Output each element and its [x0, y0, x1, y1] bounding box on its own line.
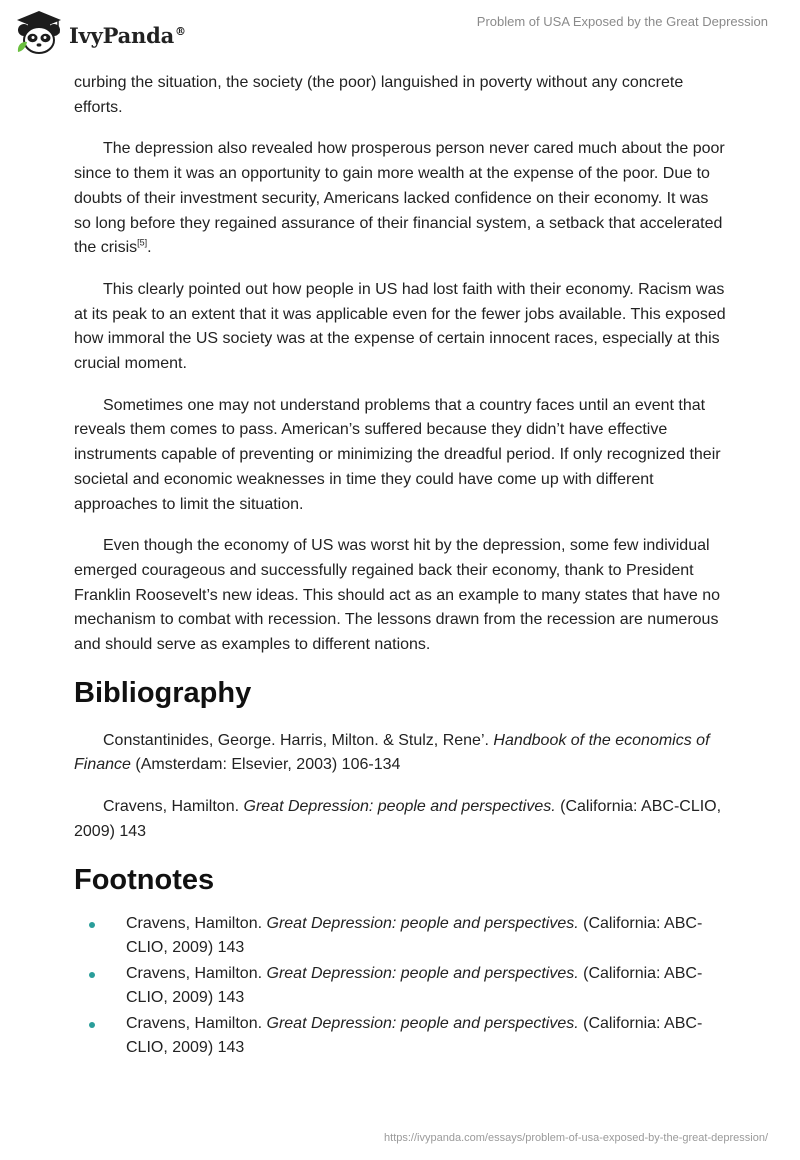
essay-content — [74, 71, 726, 1062]
source-url[interactable]: https://ivypanda.com/essays/problem-of-usa-exposed-by-the-great-depression/ — [384, 1132, 768, 1144]
bullet-icon — [89, 1022, 95, 1028]
footnote-ref-5[interactable]: [5] — [137, 237, 148, 248]
paragraph-3: This clearly pointed out how people in US had lost faith with their economy. Racism was at its peak to an extent that it was applicable even for the fewer jobs available. This exposed how immoral the US society was at the expense of certain innocent races, especially at this crucial moment. — [74, 280, 726, 373]
bullet-icon — [89, 972, 95, 978]
document-title: Problem of USA Exposed by the Great Depression — [476, 14, 768, 29]
panda-graduate-icon — [14, 8, 64, 56]
page-header — [0, 0, 800, 70]
bibliography-entry: Constantinides, George. Harris, Milton. & Stulz, Rene’. Handbook of the economics of Finance (Amsterdam: Elsevier, 2003) 106-134 — [74, 731, 710, 774]
footnotes-list — [74, 912, 726, 1061]
bibliography-heading: Bibliography — [74, 676, 252, 709]
logo-wordmark: IvyPanda® — [69, 22, 186, 48]
paragraph-5: Even though the economy of US was worst hit by the depression, some few individual emerged courageous and successfully regained back their economy, thank to President Franklin Roosevelt’s new ideas. This should act as an example to many states that have no mechanism to combat with recession. The lessons drawn from the recession are numerous and should serve as examples to different nations. — [74, 537, 720, 654]
bullet-icon — [89, 922, 95, 928]
bibliography-entry: Cravens, Hamilton. Great Depression: people and perspectives. (California: ABC-CLIO, 2009) 143 — [74, 798, 722, 840]
footnote-item: Cravens, Hamilton. Great Depression: people and perspectives. (California: ABC-CLIO, 2009) 143 — [74, 1012, 726, 1061]
footnote-item: Cravens, Hamilton. Great Depression: people and perspectives. (California: ABC-CLIO, 2009) 143 — [74, 912, 726, 961]
registered-mark: ® — [175, 24, 186, 38]
footnotes-heading: Footnotes — [74, 863, 215, 896]
footnote-item: Cravens, Hamilton. Great Depression: people and perspectives. (California: ABC-CLIO, 2009) 143 — [74, 962, 726, 1011]
paragraph-1: curbing the situation, the society (the poor) languished in poverty without any concrete efforts. — [74, 74, 684, 116]
ivypanda-logo[interactable] — [14, 8, 186, 56]
paragraph-4: Sometimes one may not understand problems that a country faces until an event that reveals them comes to pass. American’s suffered because they didn’t have effective instruments capable of preventing or minimizing the dreadful period. If only recognized their societal and economic weaknesses in time they could have come up with different approaches to limit the situation. — [74, 396, 721, 513]
paragraph-2: The depression also revealed how prosperous person never cared much about the poor since to them it was an opportunity to gain more wealth at the expense of the poor. Due to doubts of their investment security, Americans lacked confidence on their economy. It was so long before they regained assurance of their financial system, a setback that accelerated the crisis[5]. — [74, 140, 725, 257]
